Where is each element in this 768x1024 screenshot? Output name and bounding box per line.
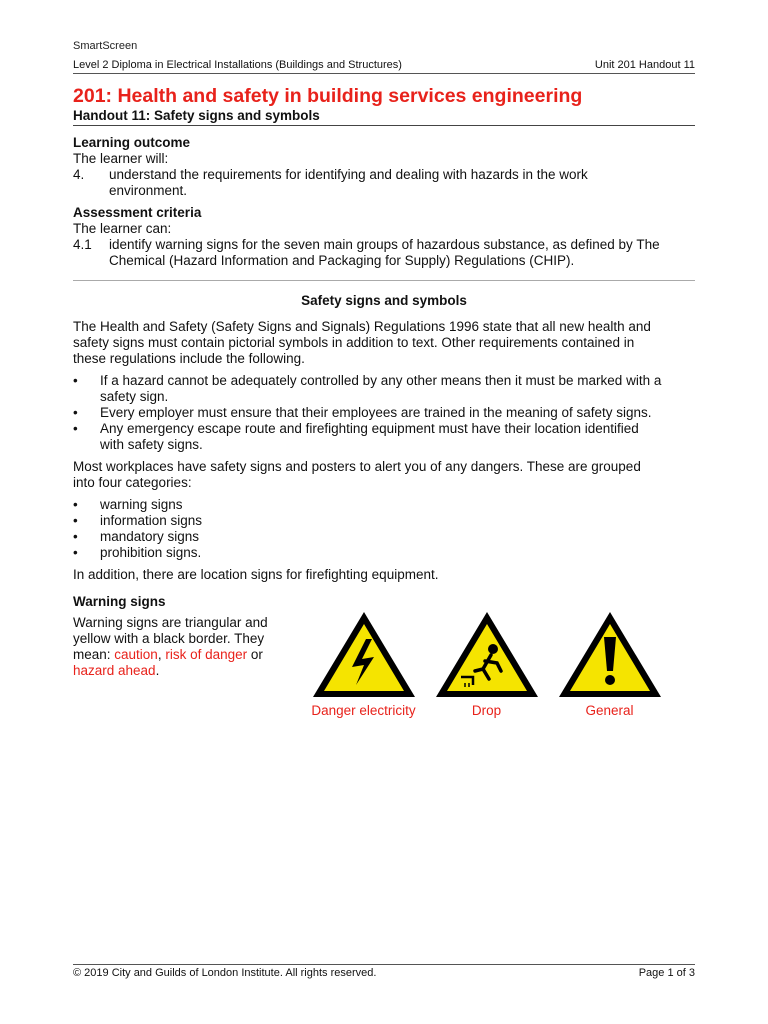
bullet-icon: • (73, 421, 78, 436)
location-signs-paragraph: In addition, there are location signs for firefighting equipment. (73, 567, 439, 582)
page-title: 201: Health and safety in building services engineering (73, 85, 583, 107)
bullet-icon: • (73, 405, 78, 420)
para-line: these regulations include the following. (73, 351, 305, 366)
list-line: safety sign. (100, 389, 169, 404)
para-line: into four categories: (73, 475, 192, 490)
sign-general (548, 609, 671, 718)
list-item (73, 497, 695, 513)
highlight-hazard-ahead: hazard ahead (73, 663, 156, 678)
para-line: Most workplaces have safety signs and posters to alert you of any dangers. These are grouped (73, 459, 641, 474)
desc-text: mean: (73, 647, 115, 662)
warning-signs-row (73, 615, 695, 718)
list-line: information signs (100, 513, 203, 528)
list-line: Every employer must ensure that their employees are trained in the meaning of safety signs. (100, 405, 652, 420)
list-item (73, 529, 695, 545)
bullet-icon: • (73, 529, 78, 544)
list-item (73, 513, 695, 529)
bullet-icon: • (73, 373, 78, 388)
list-line: with safety signs. (100, 437, 203, 452)
learning-outcome-heading: Learning outcome (73, 135, 191, 150)
section-divider (73, 280, 695, 281)
warning-signs-gallery (302, 609, 671, 718)
highlight-risk-of-danger: risk of danger (165, 647, 248, 662)
course-title: Level 2 Diploma in Electrical Installations (Buildings and Structures) (73, 59, 402, 71)
item-line: understand the requirements for identifying and dealing with hazards in the work (109, 167, 588, 182)
exclamation-icon (556, 609, 664, 701)
bullet-icon: • (73, 497, 78, 512)
list-item (73, 373, 695, 405)
desc-text: , (157, 647, 166, 662)
sign-drop (425, 609, 548, 718)
categories-paragraph (73, 459, 695, 491)
page-number: Page 1 of 3 (638, 967, 695, 979)
assessment-criteria-heading: Assessment criteria (73, 205, 202, 220)
list-item (73, 405, 695, 421)
item-number: 4.1 (73, 237, 92, 252)
unit-reference: Unit 201 Handout 11 (594, 59, 695, 71)
list-line: prohibition signs. (100, 545, 202, 560)
sign-label: General (585, 703, 634, 718)
item-text (109, 237, 660, 269)
item-number: 4. (73, 167, 85, 182)
sign-danger-electricity (302, 609, 425, 718)
list-line: mandatory signs (100, 529, 200, 544)
electricity-icon (310, 609, 418, 701)
page-footer (73, 964, 695, 979)
bullet-icon: • (73, 545, 78, 560)
page-subtitle: Handout 11: Safety signs and symbols (73, 108, 695, 126)
drop-fall-icon (433, 609, 541, 701)
learning-outcome-item (73, 167, 695, 199)
running-header (73, 59, 695, 74)
list-line: If a hazard cannot be adequately controlled by any other means then it must be marked with a (100, 373, 662, 388)
section-heading: Safety signs and symbols (301, 293, 467, 308)
sign-label: Danger electricity (311, 703, 416, 718)
assessment-criteria-item (73, 237, 695, 269)
assessment-criteria-intro: The learner can: (73, 221, 172, 236)
warning-signs-description (73, 615, 285, 718)
list-line: warning signs (100, 497, 183, 512)
bullet-icon: • (73, 513, 78, 528)
sign-label: Drop (471, 703, 502, 718)
item-text (109, 167, 588, 199)
para-line: The Health and Safety (Safety Signs and Signals) Regulations 1996 state that all new health and (73, 319, 651, 334)
brand-name: SmartScreen (73, 40, 138, 52)
copyright-notice: © 2019 City and Guilds of London Institute. All rights reserved. (73, 967, 377, 979)
item-line: Chemical (Hazard Information and Packaging for Supply) Regulations (CHIP). (109, 253, 575, 268)
list-line: Any emergency escape route and firefighting equipment must have their location identified (100, 421, 639, 436)
desc-line: yellow with a black border. They (73, 631, 265, 646)
list-item (73, 421, 695, 453)
handout-page (73, 40, 695, 718)
categories-list (73, 497, 695, 561)
desc-text: or (247, 647, 263, 662)
para-line: safety signs must contain pictorial symbols in addition to text. Other requirements contained in (73, 335, 635, 350)
warning-signs-heading: Warning signs (73, 594, 166, 609)
item-line: identify warning signs for the seven main groups of hazardous substance, as defined by The (109, 237, 660, 252)
requirements-list (73, 373, 695, 453)
intro-paragraph (73, 319, 695, 367)
highlight-caution: caution (114, 647, 158, 662)
desc-line: Warning signs are triangular and (73, 615, 268, 630)
list-item (73, 545, 695, 561)
item-line: environment. (109, 183, 188, 198)
desc-text: . (155, 663, 160, 678)
learning-outcome-intro: The learner will: (73, 151, 169, 166)
